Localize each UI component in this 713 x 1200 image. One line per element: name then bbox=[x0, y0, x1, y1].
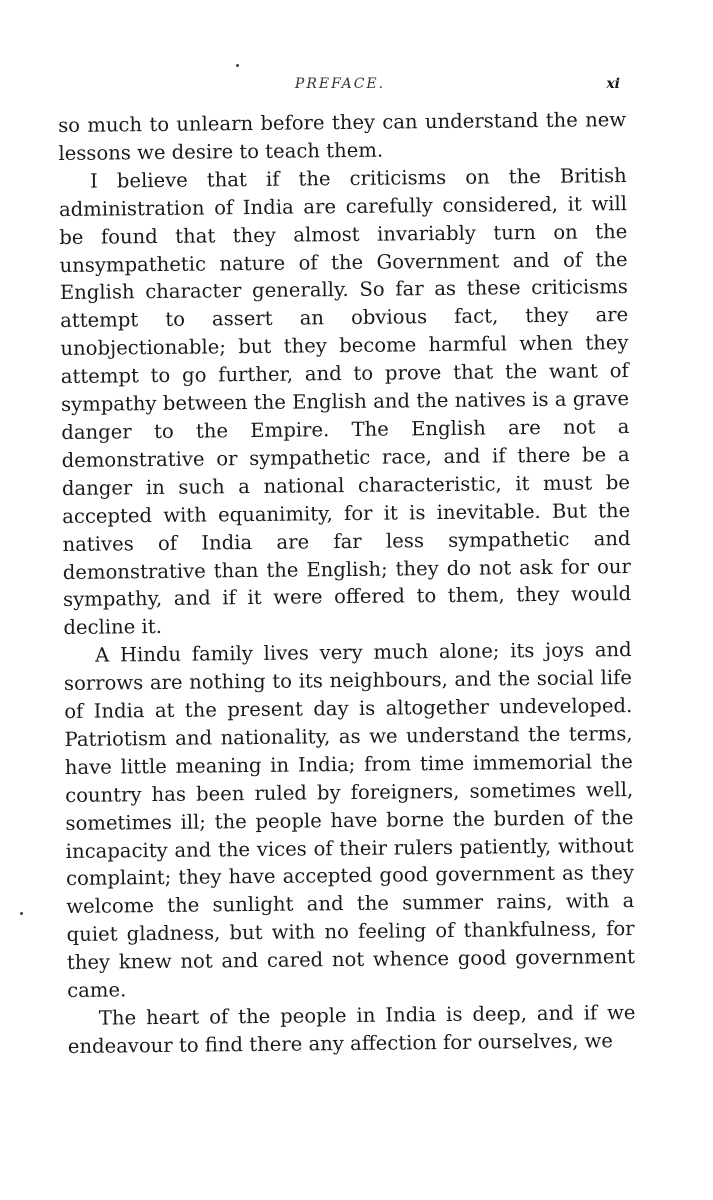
running-title: PREFACE. bbox=[294, 76, 386, 92]
scan-speck bbox=[236, 64, 239, 67]
paragraph: A Hindu family lives very much alone; its joys and sorrows are nothing to its neighbours, and the social life of India at the present day is altogether undeveloped. Patriotism and nationality, as we understand the terms, have little meaning in India; from time immemorial the country has been ruled by foreigners, sometimes well, sometimes ill; the people have borne the burden of the incapacity and the vices of their rulers patiently, without complaint; they have accepted good government as they welcome the sunlight and the summer rains, with a quiet gladness, but with no feeling of thankfulness, for they knew not and cared not whence good government came. bbox=[63, 638, 635, 1003]
body-text bbox=[58, 106, 636, 1061]
paragraph: I believe that if the criticisms on the British administration of India are carefully considered, it will be found that they almost invariably turn on the unsympathetic nature of the Government and of the English character generally. So far as these criticisms attempt to assert an obvious fact, they are unobjectionable; but they become harmful when they attempt to go further, and to prove that the want of sympathy between the English and the natives is a grave danger to the Empire. The English are not a demonstrative or sympathetic race, and if there be a danger in such a national characteristic, it must be accepted with equanimity, for it is inevitable. But the natives of India are far less sympathetic and demonstrative than the English; they do not ask for our sympathy, and if it were offered to them, they would decline it. bbox=[58, 163, 632, 640]
running-head bbox=[60, 76, 620, 100]
paragraph-continued: so much to unlearn before they can understand the new lessons we desire to teach them. bbox=[58, 108, 627, 165]
scan-speck bbox=[20, 912, 23, 915]
page-number: xi bbox=[606, 76, 620, 92]
paragraph: The heart of the people in India is deep, and if we endeavour to find there any affection for ourselves, we bbox=[67, 1001, 636, 1058]
